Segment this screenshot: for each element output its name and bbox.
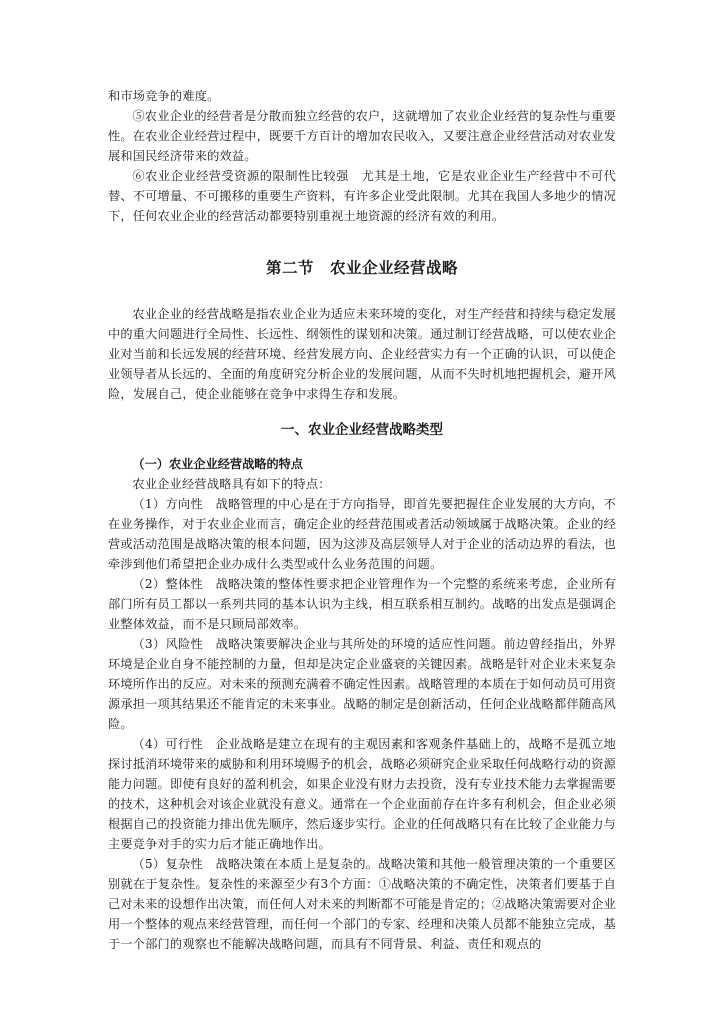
characteristic-item-direction: （1）方向性 战略管理的中心是在于方向指导，即首先要把握住企业发展的大方向，不在业务操作，对于农业企业而言，确定企业的经营范围或者活动领域属于战略决策。企业的经营或活动范围是战略决策的根本问题，因为这涉及高层领导人对于企业的活动边界的看法，也牵涉到他们希望把企业办成什么类型或什么业务范围的问题。	[108, 497, 616, 571]
intro-paragraph-1: 和市场竞争的难度。	[108, 89, 220, 103]
document-page	[108, 86, 616, 954]
intro-paragraph-3: ⑥农业企业经营受资源的限制性比较强 尤其是土地，它是农业企业生产经营中不可代替、不可增量、不可搬移的重要生产资料，有许多企业受此限制。尤其在我国人多地少的情况下，任何农业企业的经营活动都要特别重视土地资源的经济有效的利用。	[108, 169, 616, 223]
characteristics-lead: 农业企业经营战略具有如下的特点：	[132, 477, 331, 491]
characteristic-item-integrity: （2）整体性 战略决策的整体性要求把企业管理作为一个完整的系统来考虑，企业所有部门所有员工都以一系列共同的基本认识为主线，相互联系相互制约。战略的出发点是强调企业整体效益，而不是只顾局部效率。	[108, 577, 616, 631]
intro-paragraph-2: ⑤农业企业的经营者是分散而独立经营的农户，这就增加了农业企业经营的复杂性与重要性。在农业企业经营过程中，既要千方百计的增加农民收入，又要注意企业经营活动对农业发展和国民经济带来的效益。	[108, 109, 616, 163]
subsection-title: 一、农业企业经营战略类型	[281, 422, 443, 438]
characteristic-item-risk: （3）风险性 战略决策要解决企业与其所处的环境的适应性问题。前边曾经指出，外界环境是企业自身不能控制的力量，但却是决定企业盛衰的关键因素。战略是针对企业未来复杂环境所作出的反应。对未来的预测充满着不确定性因素。战略管理的本质在于如何动员可用资源承担一项其结果还不能肯定的未来事业。战略的制定是创新活动，任何企业战略都伴随高风险。	[108, 637, 616, 731]
characteristic-item-complexity: （5）复杂性 战略决策在本质上是复杂的。战略决策和其他一般管理决策的一个重要区别就在于复杂性。复杂性的来源至少有3个方面：①战略决策的不确定性，决策者们要基于自己对未来的设想作出决策，而任何人对未来的判断都不可能是肯定的；②战略决策需要对企业用一个整体的观点来经营管理，而任何一个部门的专家、经理和决策人员都不能独立完成，基于一个部门的观察也不能解决战略问题，而具有不同背景、利益、责任和观点的	[108, 857, 616, 951]
characteristics-heading: （一）农业企业经营战略的特点	[132, 457, 304, 471]
characteristic-item-feasibility: （4）可行性 企业战略是建立在现有的主观因素和客观条件基础上的，战略不是孤立地探讨抵消环境带来的威胁和利用环境赐予的机会，战略必须研究企业采取任何战略行动的资源能力问题。即使有良好的盈利机会，如果企业没有财力去投资，没有专业技术能力去掌握需要的技术，这种机会对该企业就没有意义。通常在一个企业面前存在许多有利机会，但企业必须根据自己的投资能力排出优先顺序，然后逐步实行。企业的任何战略只有在比较了企业能力与主要竞争对手的实力后才能正确地作出。	[108, 737, 616, 851]
section-intro-paragraph: 农业企业的经营战略是指农业企业为适应未来环境的变化，对生产经营和持续与稳定发展中的重大问题进行全局性、长远性、纲领性的谋划和决策。通过制订经营战略，可以使农业企业对当前和长远发展的经营环境、经营发展方向、企业经营实力有一个正确的认识，可以使企业领导者从长远的、全面的角度研究分析企业的发展问题，从而不失时机地把握机会，避开风险，发展自己，使企业能够在竞争中求得生存和发展。	[108, 307, 616, 401]
section-title: 第二节 农业企业经营战略	[265, 259, 458, 277]
